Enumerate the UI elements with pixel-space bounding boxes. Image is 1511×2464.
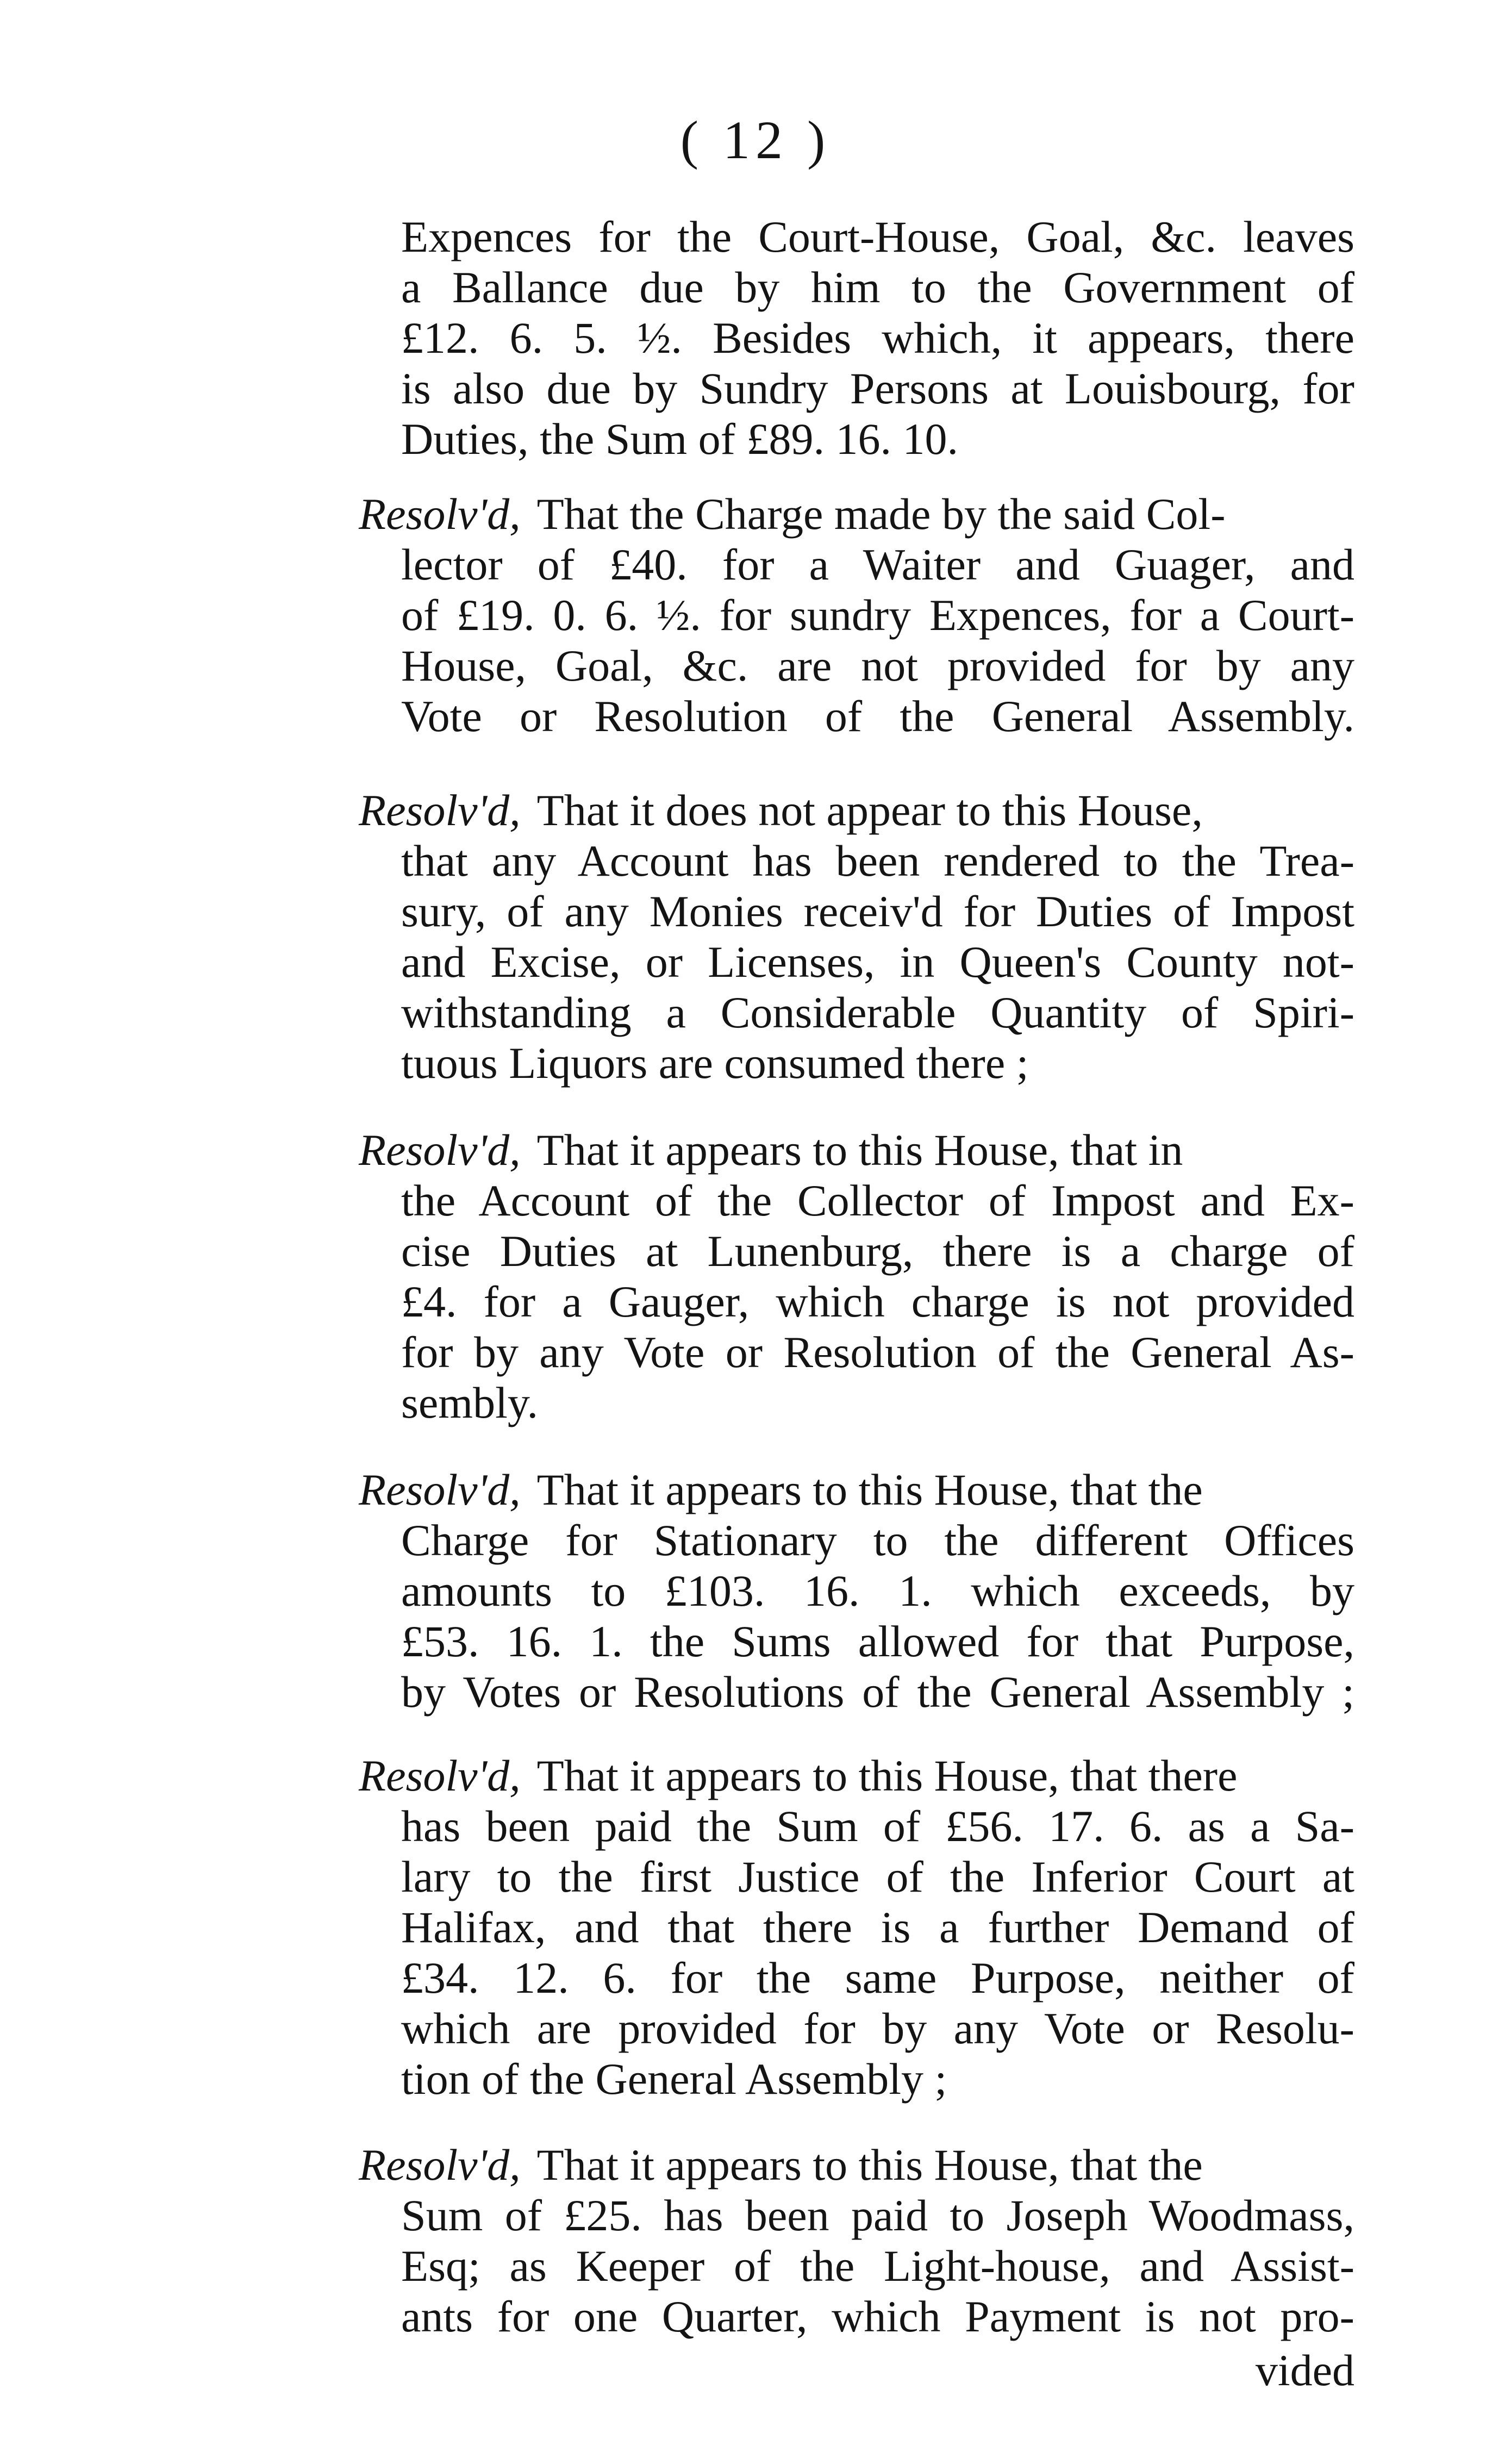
text-line: House, Goal, &c. are not provided for by any (401, 641, 1354, 690)
text-line: is also due by Sundry Persons at Louisbourg, for (401, 364, 1354, 413)
text-line: Sum of £25. has been paid to Joseph Woodmass, (401, 2191, 1354, 2240)
catchword: vided (1255, 2346, 1354, 2395)
text-line: a Ballance due by him to the Government of (401, 263, 1354, 312)
text-line: ants for one Quarter, which Payment is not pro- (401, 2292, 1354, 2341)
text-line: has been paid the Sum of £56. 17. 6. as a Sa- (401, 1801, 1354, 1851)
text-line: Vote or Resolution of the General Assembly. (401, 691, 1354, 741)
text-line: the Account of the Collector of Impost and Ex- (401, 1176, 1354, 1225)
text-line: lector of £40. for a Waiter and Guager, and (401, 540, 1354, 589)
text-line: £12. 6. 5. ½. Besides which, it appears, there (401, 313, 1354, 363)
text-line: Halifax, and that there is a further Demand of (401, 1902, 1354, 1952)
resolved-lead: Resolv'd, (359, 1465, 521, 1514)
resolution-first-line (359, 785, 1203, 835)
text-line: by Votes or Resolutions of the General Assembly ; (401, 1667, 1354, 1717)
text-line: Duties, the Sum of £89. 16. 10. (401, 414, 958, 464)
text-line: Charge for Stationary to the different Offices (401, 1515, 1354, 1565)
resolution-text: That it appears to this House, that the (536, 2140, 1203, 2189)
text-line: of £19. 0. 6. ½. for sundry Expences, for a Court- (401, 590, 1354, 640)
text-line: and Excise, or Licenses, in Queen's County not- (401, 937, 1354, 987)
text-line: Expences for the Court-House, Goal, &c. leaves (401, 212, 1354, 261)
text-line: which are provided for by any Vote or Resolu- (401, 2004, 1354, 2053)
text-line: cise Duties at Lunenburg, there is a charge of (401, 1226, 1354, 1276)
text-line: that any Account has been rendered to the Trea- (401, 836, 1354, 885)
text-line: amounts to £103. 16. 1. which exceeds, by (401, 1566, 1354, 1615)
text-line: Esq; as Keeper of the Light-house, and Assist- (401, 2241, 1354, 2291)
resolved-lead: Resolv'd, (359, 2140, 521, 2189)
resolution-first-line (359, 2140, 1203, 2189)
resolution-text: That it appears to this House, that in (536, 1125, 1183, 1175)
text-line: £4. for a Gauger, which charge is not provided (401, 1277, 1354, 1326)
text-line: tuous Liquors are consumed there ; (401, 1038, 1029, 1088)
resolved-lead: Resolv'd, (359, 489, 521, 539)
resolution-first-line (359, 489, 1226, 539)
text-line: sury, of any Monies receiv'd for Duties of Impost (401, 887, 1354, 936)
resolution-text: That it does not appear to this House, (536, 785, 1203, 835)
text-line: lary to the first Justice of the Inferior Court at (401, 1852, 1354, 1901)
resolution-first-line (359, 1465, 1203, 1514)
text-line: sembly. (401, 1378, 539, 1427)
resolved-lead: Resolv'd, (359, 1751, 521, 1800)
page-number: ( 12 ) (680, 110, 831, 170)
resolved-lead: Resolv'd, (359, 785, 521, 835)
text-line: £34. 12. 6. for the same Purpose, neither of (401, 1953, 1354, 2003)
resolution-text: That it appears to this House, that the (536, 1465, 1203, 1514)
text-line: £53. 16. 1. the Sums allowed for that Purpose, (401, 1617, 1354, 1666)
resolution-first-line (359, 1125, 1183, 1175)
resolved-lead: Resolv'd, (359, 1125, 521, 1175)
resolution-first-line (359, 1751, 1238, 1800)
text-line: withstanding a Considerable Quantity of Spiri- (401, 988, 1354, 1037)
text-line: for by any Vote or Resolution of the General As- (401, 1327, 1354, 1377)
resolution-text: That it appears to this House, that there (536, 1751, 1238, 1800)
resolution-text: That the Charge made by the said Col- (536, 489, 1226, 539)
text-line: tion of the General Assembly ; (401, 2054, 947, 2104)
